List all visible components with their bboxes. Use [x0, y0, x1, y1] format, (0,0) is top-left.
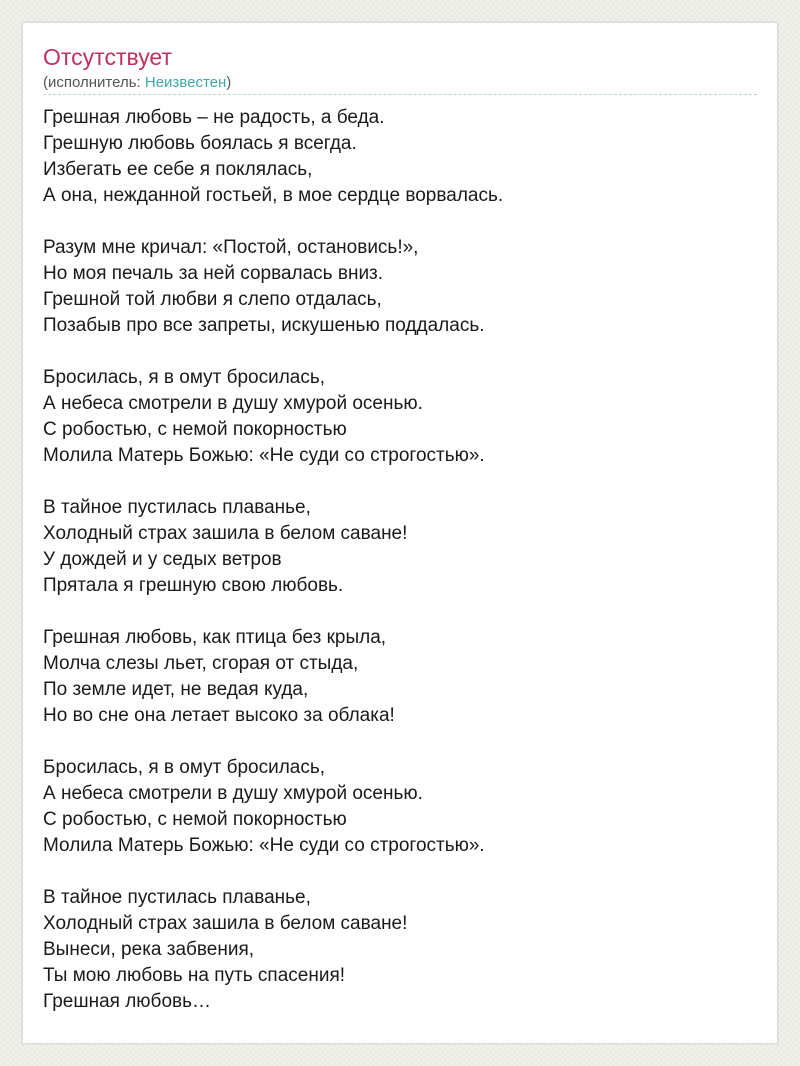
lyric-line: Грешная любовь… — [43, 991, 212, 1012]
lyric-line: Вынеси, река забвения, — [43, 939, 255, 960]
stanza — [43, 625, 743, 729]
lyric-line: Грешная любовь – не радость, а беда. — [43, 107, 385, 128]
lyric-line: Бросилась, я в омут бросилась, — [43, 367, 326, 388]
lyric-line: Прятала я грешную свою любовь. — [43, 575, 344, 596]
lyric-line: Избегать ее себе я поклялась, — [43, 159, 313, 180]
stanza — [43, 495, 743, 599]
lyric-line: Бросилась, я в омут бросилась, — [43, 757, 326, 778]
lyric-line: Грешная любовь, как птица без крыла, — [43, 627, 387, 648]
lyric-line: Позабыв про все запреты, искушенью поддалась. — [43, 315, 485, 336]
lyrics-text — [43, 105, 743, 1015]
song-title: Отсутствует — [43, 44, 172, 70]
performer-suffix: ) — [226, 74, 232, 91]
lyric-line: Но во сне она летает высоко за облака! — [43, 705, 395, 726]
lyric-line: В тайное пустилась плаванье, — [43, 887, 311, 908]
stanza — [43, 885, 743, 1015]
performer-line — [43, 73, 231, 93]
stanza — [43, 365, 743, 469]
lyric-line: Но моя печаль за ней сорвалась вниз. — [43, 263, 384, 284]
lyric-line: С робостью, с немой покорностью — [43, 419, 347, 440]
stanza — [43, 755, 743, 859]
lyric-line: Холодный страх зашила в белом саване! — [43, 523, 408, 544]
lyric-line: Грешной той любви я слепо отдалась, — [43, 289, 382, 310]
lyric-line: Разум мне кричал: «Постой, остановись!», — [43, 237, 419, 258]
performer-link[interactable]: Неизвестен — [144, 74, 227, 91]
lyric-line: Ты мою любовь на путь спасения! — [43, 965, 346, 986]
lyric-line: Молча слезы льет, сгорая от стыда, — [43, 653, 359, 674]
performer-prefix: (исполнитель: — [43, 74, 145, 91]
lyric-line: Холодный страх зашила в белом саване! — [43, 913, 408, 934]
lyric-line: Молила Матерь Божью: «Не суди со строгостью». — [43, 835, 485, 856]
lyric-line: С робостью, с немой покорностью — [43, 809, 347, 830]
lyric-line: По земле идет, не ведая куда, — [43, 679, 309, 700]
lyric-line: Грешную любовь боялась я всегда. — [43, 133, 357, 154]
lyric-line: А она, нежданной гостьей, в мое сердце ворвалась. — [43, 185, 504, 206]
stanza — [43, 105, 743, 209]
lyric-line: Молила Матерь Божью: «Не суди со строгостью». — [43, 445, 485, 466]
title-divider — [43, 94, 757, 95]
stanza — [43, 235, 743, 339]
lyric-line: В тайное пустилась плаванье, — [43, 497, 311, 518]
lyric-line: А небеса смотрели в душу хмурой осенью. — [43, 783, 423, 804]
lyrics-card — [22, 22, 778, 1044]
lyric-line: А небеса смотрели в душу хмурой осенью. — [43, 393, 423, 414]
lyric-line: У дождей и у седых ветров — [43, 549, 282, 570]
